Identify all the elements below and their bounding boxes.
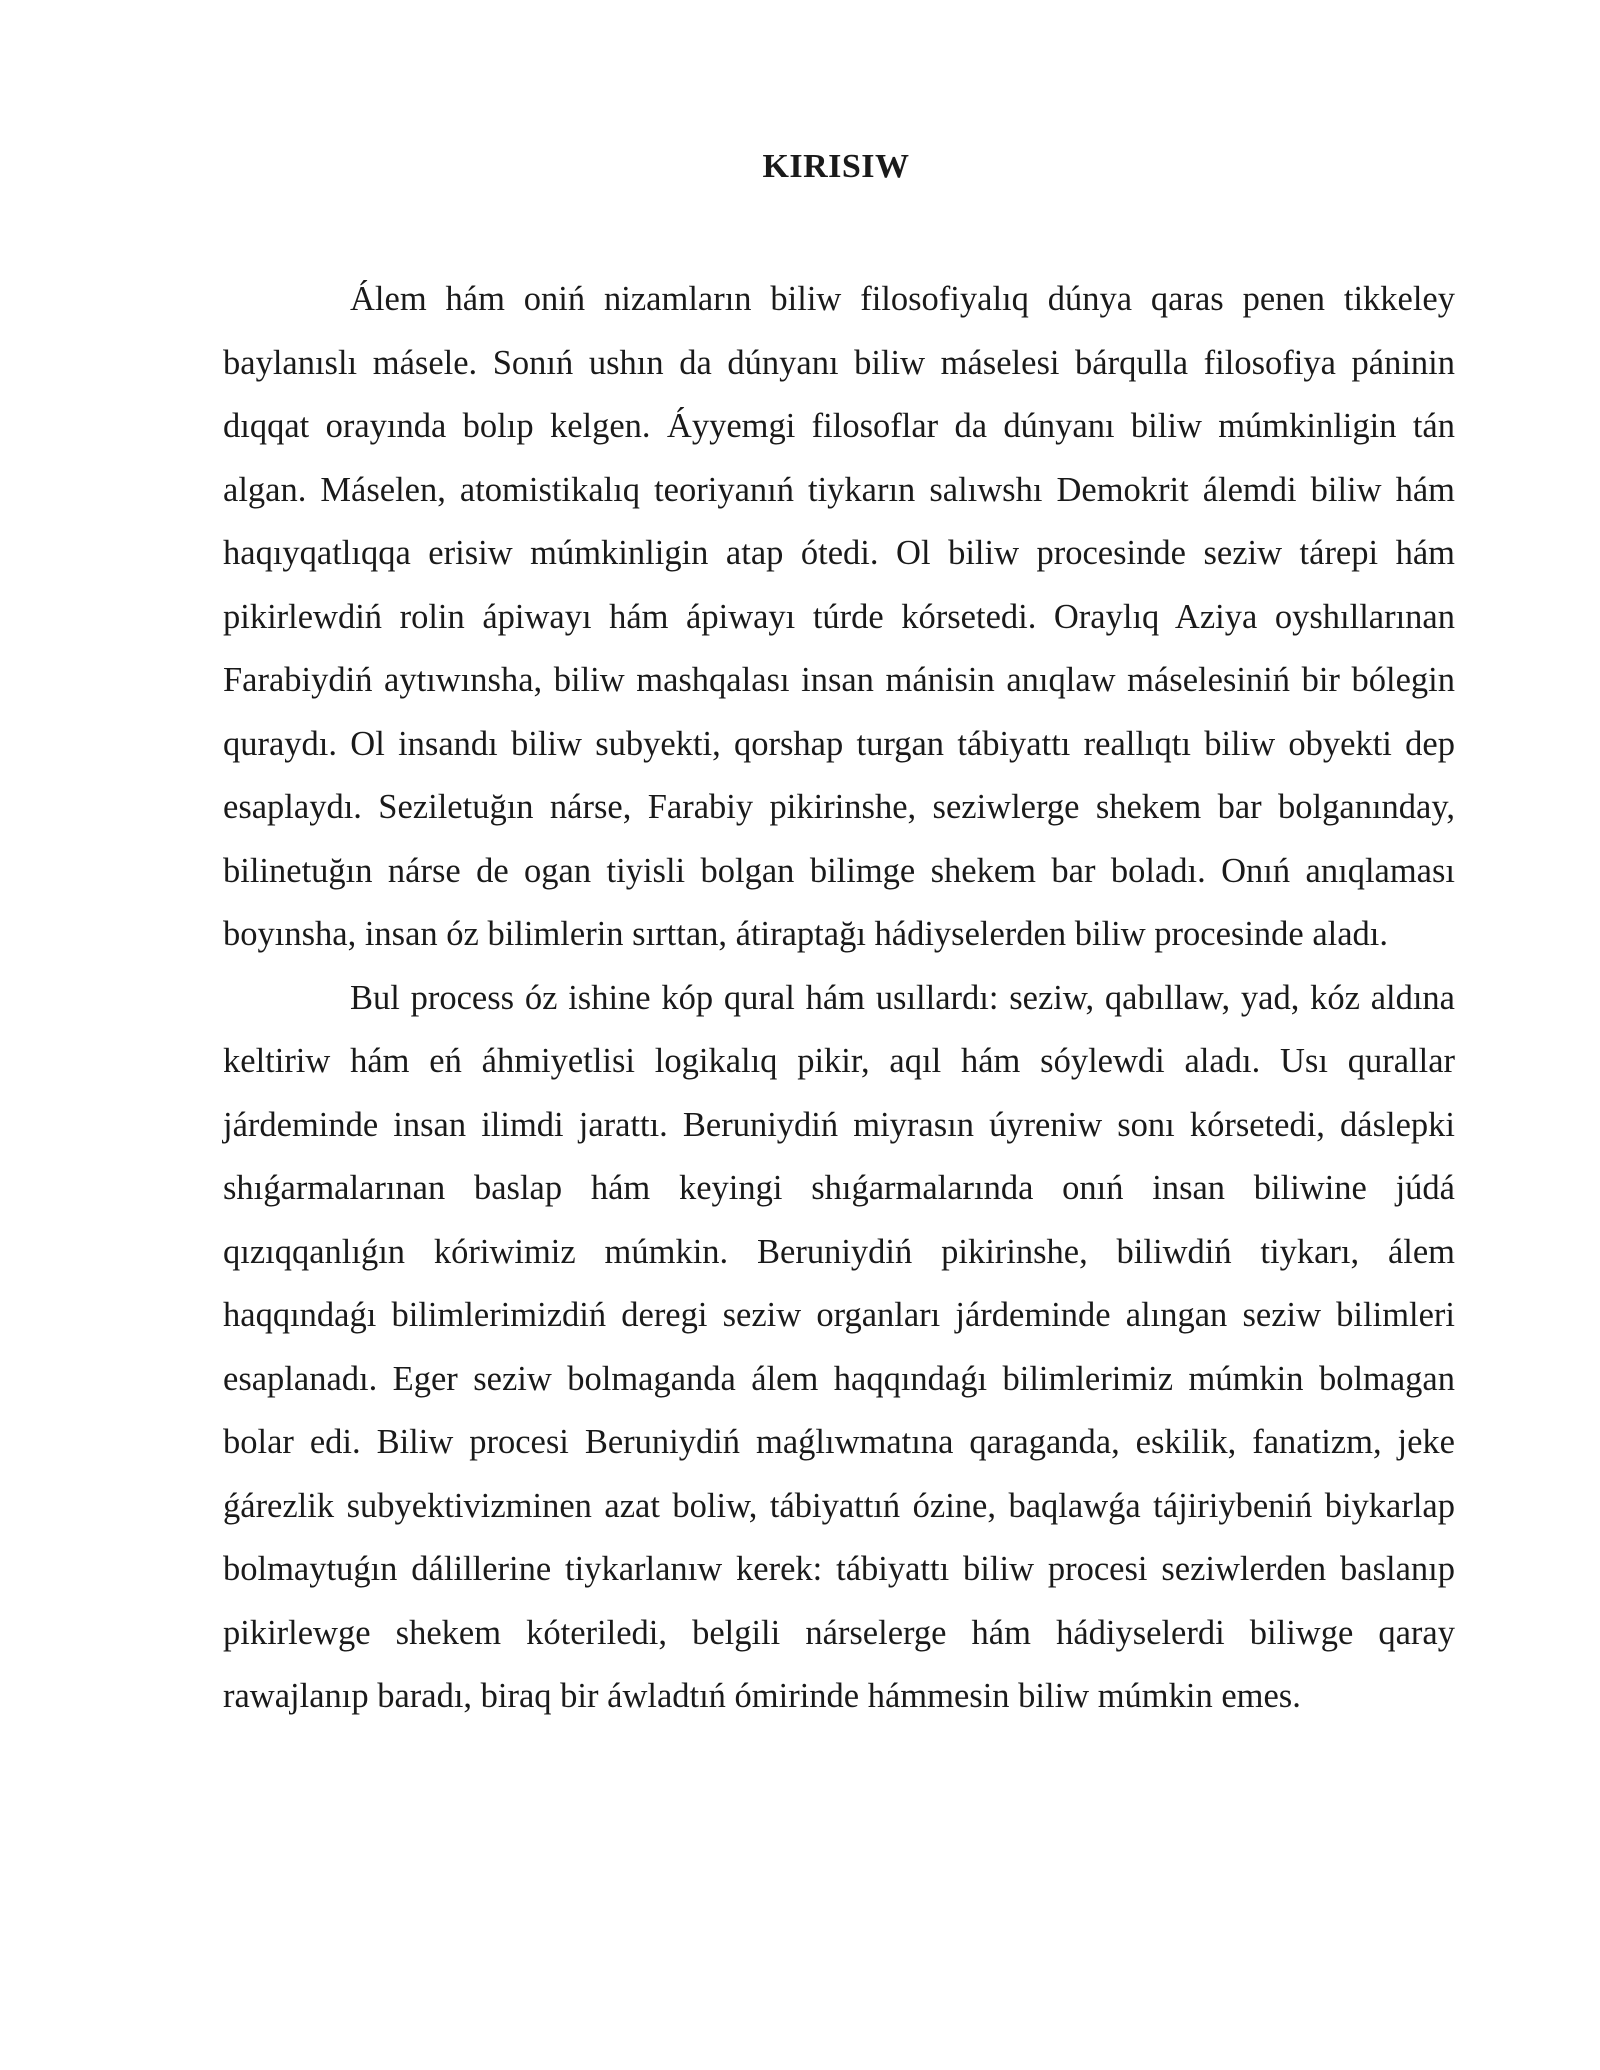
document-body (223, 268, 1455, 1729)
page-title: KIRISIW (762, 148, 910, 185)
paragraph-2: Bul process óz ishine kóp qural hám usıllardı: seziw, qabıllaw, yad, kóz aldına keltiriw hám eń áhmiyetlisi logikalıq pikir, aqıl hám sóylewdi aladı. Usı qurallar járdeminde insan ilimdi jarattı. Beruniydiń miyrasın úyreniw sonı kórsetedi, dáslepki shıǵarmalarınan baslap hám keyingi shıǵarmalarında onıń insan biliwine júdá qızıqqanlıǵın kóriwimiz múmkin. Beruniydiń pikirinshe, biliwdiń tiykarı, álem haqqındaǵı bilimlerimizdiń deregi seziw organları járdeminde alıngan seziw bilimleri esaplanadı. Eger seziw bolmaganda álem haqqındaǵı bilimlerimiz múmkin bolmagan bolar edi. Biliw procesi Beruniydiń maǵlıwmatına qaraganda, eskilik, fanatizm, jeke ǵárezlik subyektivizminen azat boliw, tábiyattıń ózine, baqlawǵa tájiriybeniń biykarlap bolmaytuǵın dálillerine tiykarlanıw kerek: tábiyattı biliw procesi seziwlerden baslanıp pikirlewge shekem kóteriledi, belgili nárselerge hám hádiyselerdi biliwge qaray rawajlanıp baradı, biraq bir áwladtıń ómirinde hámmesin biliw múmkin emes. (223, 978, 1455, 1715)
paragraph-1: Álem hám oniń nizamların biliw filosofiyalıq dúnya qaras penen tikkeley baylanıslı másele. Sonıń ushın da dúnyanı biliw máselesi bárqulla filosofiya páninin dıqqat orayında bolıp kelgen. Áyyemgi filosoflar da dúnyanı biliw múmkinligin tán algan. Máselen, atomistikalıq teoriyanıń tiykarın salıwshı Demokrit álemdi biliw hám haqıyqatlıqqa erisiw múmkinligin atap ótedi. Ol biliw procesinde seziw tárepi hám pikirlewdiń rolin ápiwayı hám ápiwayı túrde kórsetedi. Oraylıq Aziya oyshıllarınan Farabiydiń aytıwınsha, biliw mashqalası insan mánisin anıqlaw máselesiniń bir bólegin quraydı. Ol insandı biliw subyekti, qorshap turgan tábiyattı reallıqtı biliw obyekti dep esaplaydı. Seziletuğın nárse, Farabiy pikirinshe, seziwlerge shekem bar bolganınday, bilinetuğın nárse de ogan tiyisli bolgan bilimge shekem bar boladı. Onıń anıqlaması boyınsha, insan óz bilimlerin sırttan, átiraptağı hádiyselerden biliw procesinde aladı. (223, 280, 1455, 953)
